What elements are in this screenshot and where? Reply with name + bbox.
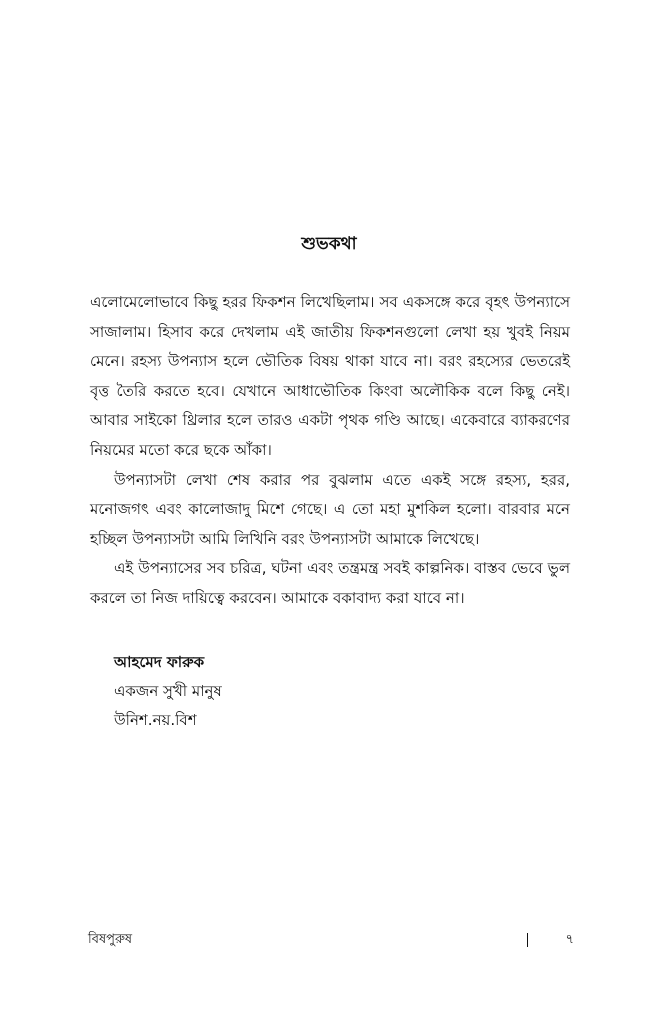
foreword-body (90, 288, 570, 614)
page-number: ৭ (565, 932, 574, 947)
running-title: বিষপুরুষ (88, 932, 133, 947)
signature-date: উনিশ.নয়.বিশ (114, 711, 197, 729)
paragraph-3: এই উপন্যাসের সব চরিত্র, ঘটনা এবং তন্ত্রমন্ত্র সবই কাল্পনিক। বাস্তব ভেবে ভুল করলে তা নিজ দায়িত্বে করবেন। আমাকে বকাবাদ্য করা যাবে না। (90, 559, 570, 607)
page-title: শুভকথা (301, 234, 357, 254)
footer-divider (527, 933, 528, 947)
page-footer (88, 928, 574, 952)
author-name: আহমেদ ফারুক (114, 653, 205, 671)
paragraph-2: উপন্যাসটা লেখা শেষ করার পর বুঝলাম এতে একই সঙ্গে রহস্য, হরর, মনোজগৎ এবং কালোজাদু মিশে গেছে। এ তো মহা মুশকিল হলো। বারবার মনে হচ্ছিল উপন্যাসটা আমি লিখিনি বরং উপন্যাসটা আমাকে লিখেছে। (90, 470, 570, 548)
signature-block (114, 648, 222, 735)
paragraph-1: এলোমেলোভাবে কিছু হরর ফিকশন লিখেছিলাম। সব একসঙ্গে করে বৃহৎ উপন্যাসে সাজালাম। হিসাব করে দেখলাম এই জাতীয় ফিকশনগুলো লেখা হয় খুবই নিয়ম মেনে। রহস্য উপন্যাস হলে ভৌতিক বিষয় থাকা যাবে না। বরং রহস্যের ভেতরেই বৃত্ত তৈরি করতে হবে। যেখানে আধাভৌতিক কিংবা অলৌকিক বলে কিছু নেই। আবার সাইকো থ্রিলার হলে তারও একটা পৃথক গণ্ডি আছে। একেবারে ব্যাকরণের নিয়মের মতো করে ছকে আঁকা। (90, 293, 570, 459)
author-tagline: একজন সুখী মানুষ (114, 682, 222, 700)
